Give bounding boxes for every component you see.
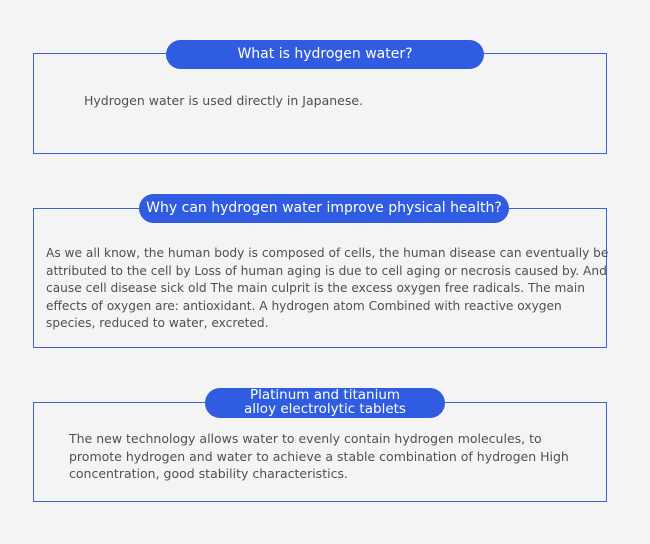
section-title-what-is-hydrogen-water: What is hydrogen water?: [166, 40, 484, 69]
section-title-electrolytic-tablets: [205, 388, 445, 418]
section-title-line-2: alloy electrolytic tablets: [244, 400, 406, 417]
section-text-what-is-hydrogen-water: Hydrogen water is used directly in Japanese.: [84, 93, 364, 108]
section-text-health-benefits: As we all know, the human body is composed of cells, the human disease can eventually be attributed to the cell by Loss of human aging is due to cell aging or necrosis caused by. And cause cell disease sick old The main culprit is the excess oxygen free radicals. The main effects of oxygen are: antioxidant. A hydrogen atom Combined with reactive oxygen species, reduced to water, excreted.: [46, 246, 609, 330]
section-text-electrolytic-tablets: The new technology allows water to evenly contain hydrogen molecules, to promote hydrogen and water to achieve a stable combination of hydrogen High concentration, good stability characteristics.: [69, 431, 569, 481]
section-title-health-benefits: Why can hydrogen water improve physical health?: [139, 194, 509, 223]
section-title-line-1: Platinum and titanium: [249, 387, 401, 403]
